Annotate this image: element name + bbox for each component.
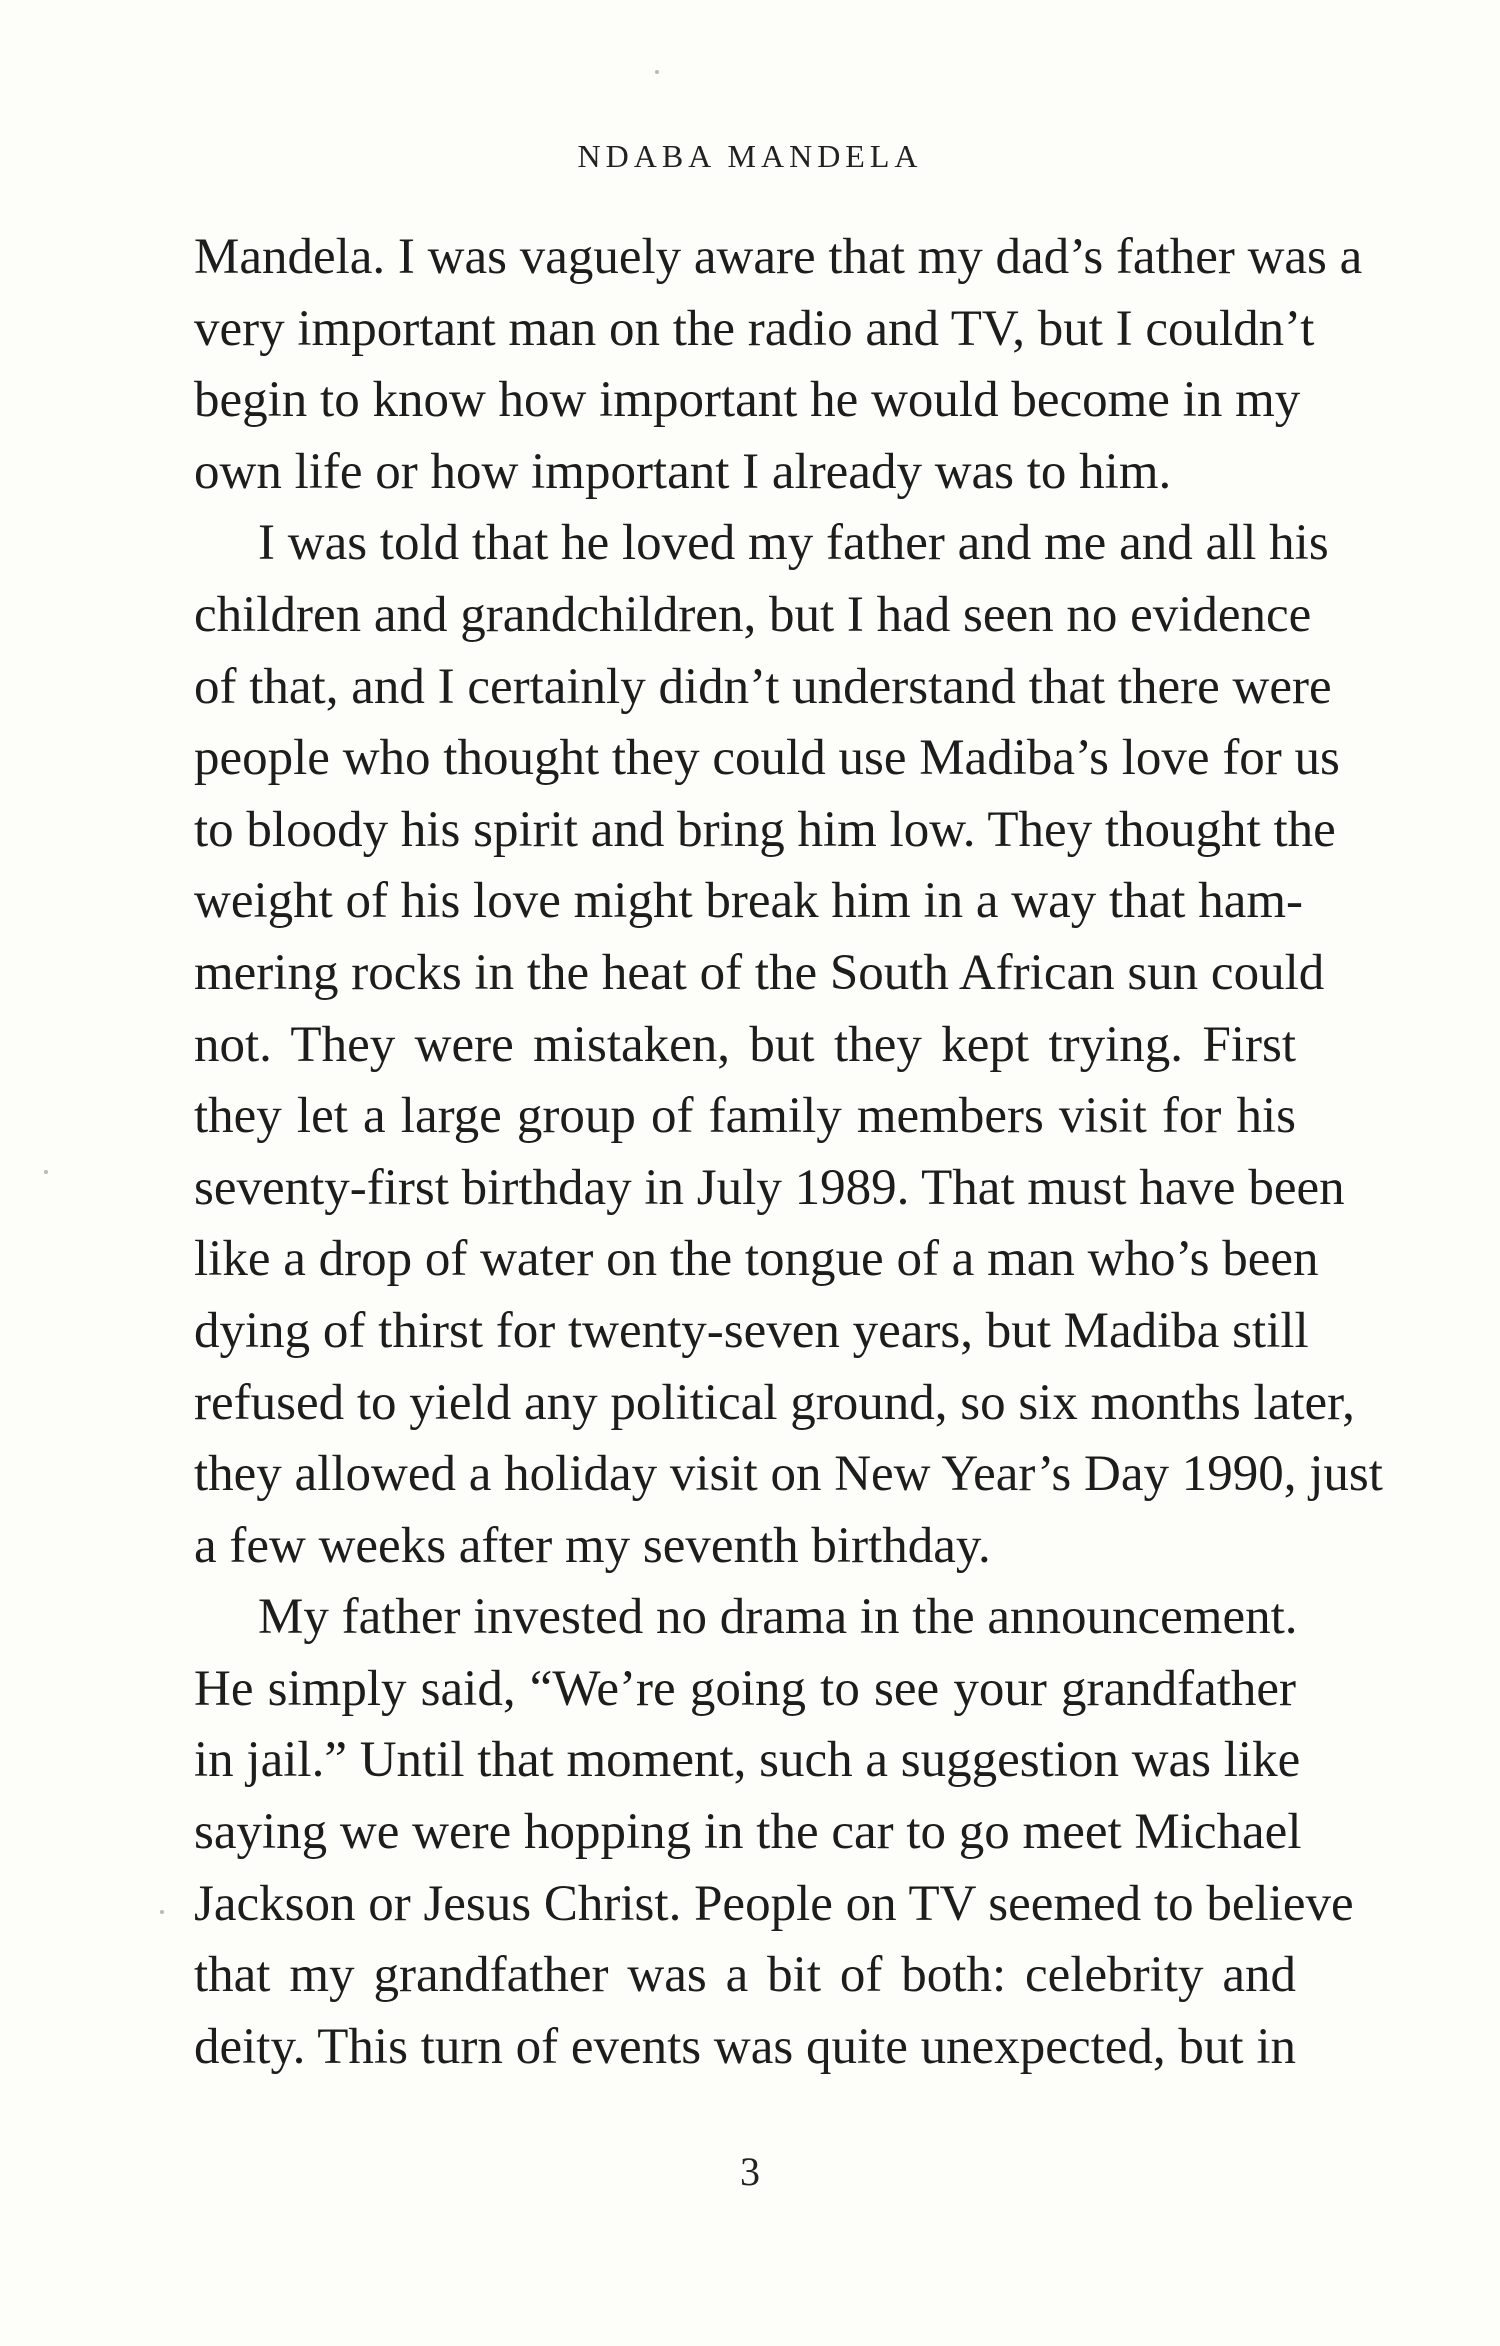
body-text [194,222,1383,2083]
text-line: that my grandfather was a bit of both: celebrity and [194,1947,1296,2004]
text-line: mering rocks in the heat of the South African sun could [194,944,1325,1001]
text-line: dying of thirst for twenty-seven years, but Madiba still [194,1302,1309,1359]
text-line: deity. This turn of events was quite unexpected, but in [194,2018,1296,2075]
text-line: very important man on the radio and TV, but I couldn’t [194,300,1315,357]
text-line: Jackson or Jesus Christ. People on TV seemed to believe [194,1875,1354,1932]
text-line: not. They were mistaken, but they kept trying. First [194,1016,1296,1073]
scan-speck [44,1170,48,1174]
text-line: in jail.” Until that moment, such a suggestion was like [194,1732,1301,1789]
text-line: children and grandchildren, but I had seen no evidence [194,586,1312,643]
text-line: to bloody his spirit and bring him low. They thought the [194,801,1336,858]
text-line: people who thought they could use Madiba’s love for us [194,730,1340,787]
scan-speck [160,1910,164,1914]
text-line: like a drop of water on the tongue of a man who’s been [194,1231,1319,1288]
text-line: begin to know how important he would become in my [194,372,1301,429]
paragraph-1 [194,222,1363,508]
text-line: own life or how important I already was to him. [194,443,1172,500]
page-number: 3 [740,2149,760,2194]
scan-speck [655,70,659,74]
text-line: He simply said, “We’re going to see your grandfather [194,1660,1296,1717]
paragraph-3 [194,1582,1354,2083]
text-line: Mandela. I was vaguely aware that my dad’s father was a [194,229,1363,285]
paragraph-2 [194,508,1383,1582]
text-line: My father invested no drama in the announcement. [258,1589,1298,1646]
running-head: NDABA MANDELA [577,138,923,174]
text-line: refused to yield any political ground, so six months later, [194,1374,1355,1431]
text-line: they let a large group of family members visit for his [194,1088,1296,1145]
text-line: they allowed a holiday visit on New Year’s Day 1990, just [194,1446,1383,1503]
text-line: saying we were hopping in the car to go meet Michael [194,1804,1302,1861]
text-line: seventy-first birthday in July 1989. That must have been [194,1159,1345,1216]
text-line: of that, and I certainly didn’t understand that there were [194,658,1332,715]
text-line: I was told that he loved my father and me and all his [258,515,1329,572]
text-line: a few weeks after my seventh birthday. [194,1517,991,1574]
text-line: weight of his love might break him in a way that ham- [194,873,1304,930]
